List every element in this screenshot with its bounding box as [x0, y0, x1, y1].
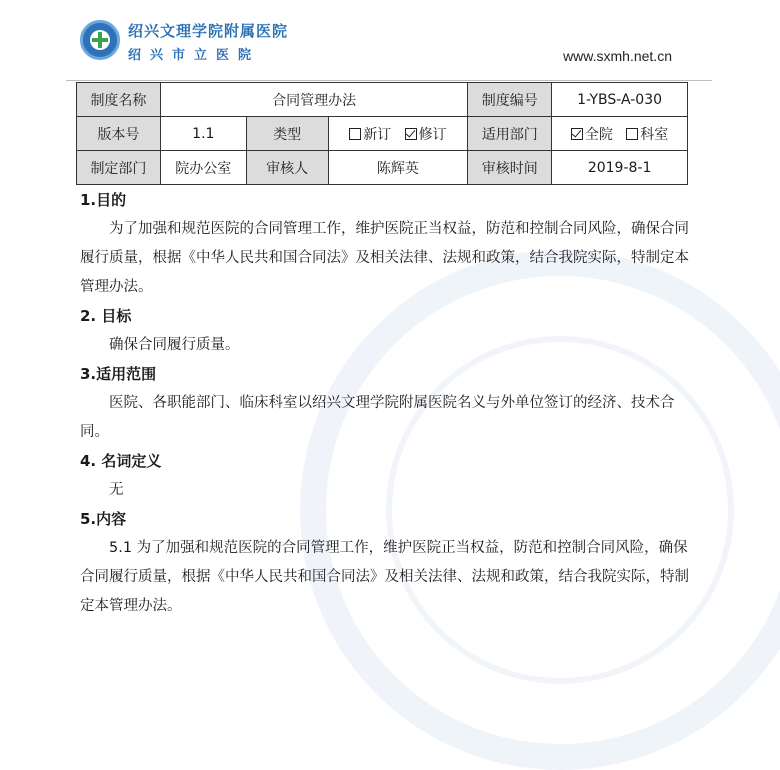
cell-dept-label: 制定部门: [77, 151, 161, 185]
policy-meta-table: [76, 82, 688, 185]
option-dept-label: 科室: [640, 126, 669, 143]
hospital-alias: 绍兴市立医院: [128, 48, 261, 63]
website-url: www.sxmh.net.cn: [563, 48, 672, 64]
checkbox-new[interactable]: [349, 128, 361, 140]
section-title: 4. 名词定义: [80, 452, 162, 470]
checkbox-revise[interactable]: [405, 128, 417, 140]
section-title: 2. 目标: [80, 307, 132, 325]
section-title: 1.目的: [80, 191, 127, 209]
section-paragraph: 医院、各职能部门、临床科室以绍兴文理学院附属医院名义与外单位签订的经济、技术合同。: [80, 395, 675, 440]
section-paragraph: 确保合同履行质量。: [109, 337, 240, 353]
policy-body: [80, 186, 690, 621]
cell-reviewer-label: 审核人: [246, 151, 328, 185]
hospital-logo-icon: [80, 20, 120, 60]
section-paragraph: 为了加强和规范医院的合同管理工作，维护医院正当权益，防范和控制合同风险，确保合同履行质量，根据《中华人民共和国合同法》及相关法律、法规和政策，结合我院实际，特制定本管理办法。: [80, 221, 689, 295]
cell-review-date: 2019-8-1: [552, 151, 688, 185]
option-new-label: 新订: [363, 126, 392, 143]
section-paragraph: 5.1 为了加强和规范医院的合同管理工作，维护医院正当权益，防范和控制合同风险，确保合同履行质量，根据《中华人民共和国合同法》及相关法律、法规和政策，结合我院实际，特制定本管理办法。: [80, 540, 689, 614]
section-title: 5.内容: [80, 510, 127, 528]
table-row: [77, 83, 688, 117]
hospital-name: 绍兴文理学院附属医院: [128, 22, 289, 40]
table-row: [77, 117, 688, 151]
cell-policy-id: 1-YBS-A-030: [552, 83, 688, 117]
document-header: [0, 0, 780, 80]
cell-scope-options: [552, 117, 688, 151]
cell-type-options: [328, 117, 468, 151]
cell-reviewer: 陈辉英: [328, 151, 468, 185]
cell-policy-id-label: 制度编号: [468, 83, 552, 117]
cell-dept: 院办公室: [160, 151, 246, 185]
section-title: 3.适用范围: [80, 365, 157, 383]
cell-policy-name: 合同管理办法: [160, 83, 467, 117]
checkbox-dept[interactable]: [626, 128, 638, 140]
cell-type-label: 类型: [246, 117, 328, 151]
table-row: [77, 151, 688, 185]
option-all-label: 全院: [584, 126, 613, 143]
option-revise-label: 修订: [418, 126, 447, 143]
cell-version-label: 版本号: [77, 117, 161, 151]
cell-policy-name-label: 制度名称: [77, 83, 161, 117]
header-divider: [66, 80, 712, 81]
cell-scope-label: 适用部门: [468, 117, 552, 151]
checkbox-all[interactable]: [571, 128, 583, 140]
cell-review-date-label: 审核时间: [468, 151, 552, 185]
section-paragraph: 无: [109, 482, 124, 498]
cell-version: 1.1: [160, 117, 246, 151]
